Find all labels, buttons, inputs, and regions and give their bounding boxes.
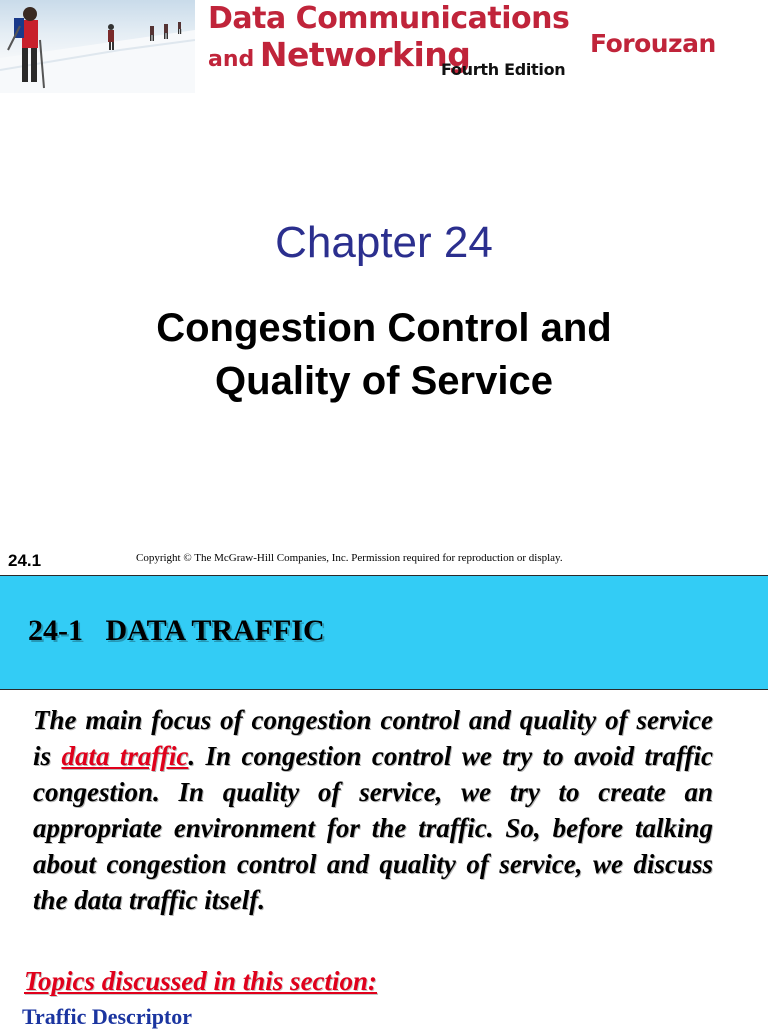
book-author: Forouzan [590, 29, 716, 58]
chapter-title [0, 302, 768, 408]
chapter-number: Chapter 24 [275, 218, 493, 267]
section-heading: 24-1 DATA TRAFFIC [28, 614, 325, 647]
climbers-illustration [0, 0, 195, 93]
book-edition: Fourth Edition [441, 60, 566, 79]
copyright-notice: Copyright © The McGraw-Hill Companies, Inc. Permission required for reproduction or display. [136, 552, 563, 564]
intro-highlight: data traffic [61, 741, 189, 771]
topic-list [22, 1004, 192, 1030]
chapter-title-line2: Quality of Service [215, 359, 553, 403]
chapter-title-line1: Congestion Control and [156, 306, 612, 350]
mountaineers-photo [0, 0, 195, 93]
topics-heading: Topics discussed in this section: [24, 966, 378, 996]
book-title-and: and [208, 47, 255, 72]
book-banner [0, 0, 768, 95]
intro-text-start: The main focus of congestion control and quality of service is [33, 705, 713, 771]
topic-item: Traffic Descriptor [22, 1004, 193, 1029]
slide-number: 24.1 [8, 551, 42, 570]
section-intro-paragraph [33, 702, 713, 918]
book-title-line1: Data Communications [208, 1, 570, 36]
intro-text-end: . In congestion control we try to avoid traffic congestion. In quality of service, we try to create an appropriate environment for the traffic. So, before talking about congestion control and quality of service, we discuss the data traffic itself. [33, 741, 713, 915]
book-title-line2: Networking [259, 35, 471, 74]
